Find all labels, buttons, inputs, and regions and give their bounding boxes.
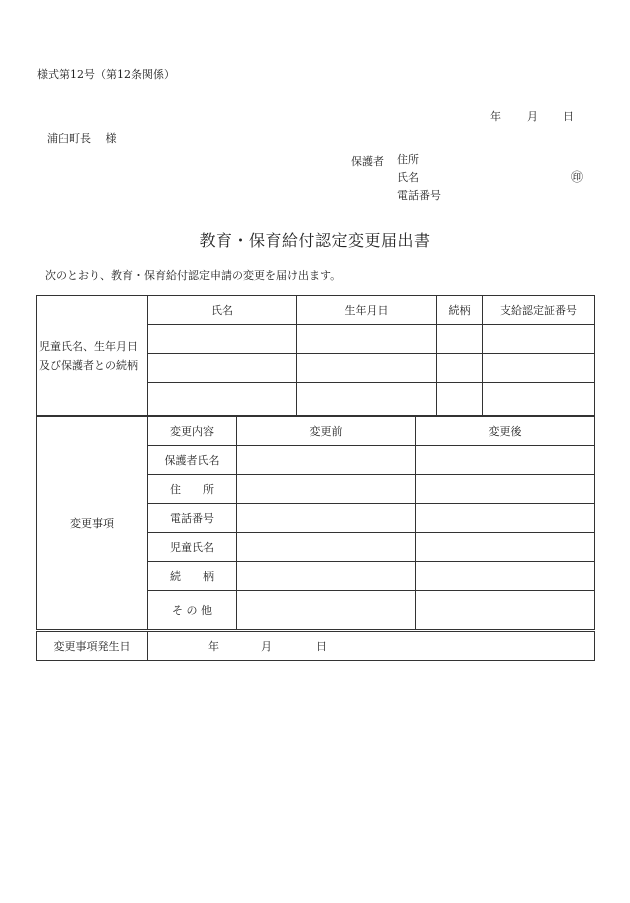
change-item-other: そ の 他 (148, 591, 237, 630)
before-cell[interactable] (237, 533, 416, 562)
change-item-guardian-name: 保護者氏名 (148, 446, 237, 475)
after-cell[interactable] (416, 446, 595, 475)
after-cell[interactable] (416, 533, 595, 562)
header-certificate-number: 支給認定証番号 (483, 296, 595, 325)
after-cell[interactable] (416, 562, 595, 591)
certificate-number-cell[interactable] (483, 354, 595, 383)
after-cell[interactable] (416, 591, 595, 630)
header-after: 変更後 (416, 417, 595, 446)
header-change-content: 変更内容 (148, 417, 237, 446)
seal-mark-icon: ㊞ (571, 170, 584, 184)
after-cell[interactable] (416, 504, 595, 533)
guardian-phone-label: 電話番号 (397, 189, 441, 202)
before-cell[interactable] (237, 446, 416, 475)
relationship-cell[interactable] (437, 325, 483, 354)
birthdate-cell[interactable] (297, 383, 437, 416)
occurrence-month-label: 月 (261, 640, 272, 653)
children-table (36, 295, 595, 416)
header-before: 変更前 (237, 417, 416, 446)
after-cell[interactable] (416, 475, 595, 504)
changes-table (36, 416, 595, 630)
date-month-label: 月 (527, 110, 538, 123)
change-item-child-name: 児童氏名 (148, 533, 237, 562)
relationship-cell[interactable] (437, 383, 483, 416)
addressee: 浦臼町長 様 (47, 132, 117, 145)
guardian-label: 保護者 (351, 155, 384, 168)
child-name-cell[interactable] (148, 383, 297, 416)
occurrence-date-label: 変更事項発生日 (37, 632, 148, 661)
lead-text: 次のとおり、教育・保育給付認定申請の変更を届け出ます。 (45, 269, 342, 282)
date-day-label: 日 (563, 110, 574, 123)
change-item-phone: 電話番号 (148, 504, 237, 533)
date-year-label: 年 (490, 110, 501, 123)
header-relationship: 続柄 (437, 296, 483, 325)
before-cell[interactable] (237, 562, 416, 591)
changes-row-label: 変更事項 (37, 417, 148, 630)
guardian-name-label: 氏名 (397, 171, 419, 184)
occurrence-date-table (36, 631, 595, 661)
birthdate-cell[interactable] (297, 325, 437, 354)
certificate-number-cell[interactable] (483, 383, 595, 416)
before-cell[interactable] (237, 504, 416, 533)
submission-date (490, 108, 574, 124)
guardian-address-label: 住所 (397, 153, 419, 166)
before-cell[interactable] (237, 475, 416, 504)
occurrence-year-label: 年 (208, 640, 219, 653)
form-number: 様式第12号（第12条関係） (37, 68, 175, 81)
occurrence-date-field[interactable] (148, 632, 595, 661)
change-item-relationship: 続 柄 (148, 562, 237, 591)
child-name-cell[interactable] (148, 325, 297, 354)
child-name-cell[interactable] (148, 354, 297, 383)
relationship-cell[interactable] (437, 354, 483, 383)
change-item-address: 住 所 (148, 475, 237, 504)
before-cell[interactable] (237, 591, 416, 630)
certificate-number-cell[interactable] (483, 325, 595, 354)
header-birthdate: 生年月日 (297, 296, 437, 325)
occurrence-day-label: 日 (316, 640, 327, 653)
document-title: 教育・保育給付認定変更届出書 (199, 231, 431, 250)
birthdate-cell[interactable] (297, 354, 437, 383)
header-child-name: 氏名 (148, 296, 297, 325)
children-row-label: 児童氏名、生年月日及び保護者との続柄 (37, 296, 148, 416)
